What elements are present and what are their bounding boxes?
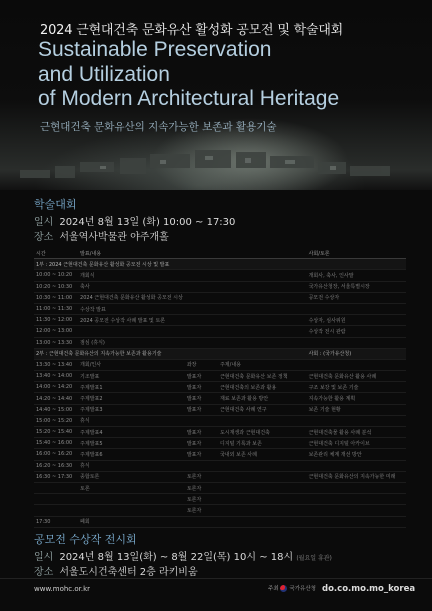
schedule-cell	[307, 482, 406, 493]
conference-date	[34, 213, 235, 228]
schedule-cell	[185, 281, 218, 292]
city-aerial-image	[0, 140, 432, 190]
schedule-cell	[78, 326, 185, 337]
schedule-cell: 14:20 ~ 14:40	[34, 393, 78, 404]
table-row	[34, 292, 406, 303]
schedule-cell: 수상자, 심사위원	[307, 315, 406, 326]
website-link[interactable]: www.mohc.or.kr	[34, 585, 91, 593]
schedule-cell	[307, 516, 406, 527]
schedule-cell: 도시재생과 근현대건축	[218, 427, 307, 438]
schedule-cell: 주제발표1	[78, 382, 185, 393]
schedule-header-cell: 사회/토론	[307, 248, 406, 259]
schedule-section-row	[34, 259, 406, 270]
schedule-cell: 15:20 ~ 15:40	[34, 427, 78, 438]
table-row	[34, 516, 406, 527]
date-value: 2024년 8월 13일(화) ~ 8월 22일(목) 10시 ~ 18시	[59, 552, 294, 563]
title-korean: 2024 근현대건축 문화유산 활성화 공모전 및 학술대회	[40, 23, 344, 38]
schedule-cell: 토론자	[185, 471, 218, 482]
schedule-cell	[218, 471, 307, 482]
schedule-cell: 2024 공모전 수상작 사례 발표 및 토론	[78, 315, 185, 326]
schedule-cell: 11:30 ~ 12:00	[34, 315, 78, 326]
schedule-cell: 토론자	[185, 482, 218, 493]
schedule-cell: 10:20 ~ 10:30	[34, 281, 78, 292]
schedule-cell: 기조발표	[78, 371, 185, 382]
exhibition-date	[34, 548, 332, 563]
schedule-cell: 16:30 ~ 17:30	[34, 471, 78, 482]
table-row	[34, 281, 406, 292]
schedule-table	[34, 248, 406, 528]
table-row	[34, 505, 406, 516]
date-value: 2024년 8월 13일 (화) 10:00 ~ 17:30	[59, 217, 236, 228]
schedule-cell: 근현대건축 문화유산 보존 정책	[218, 371, 307, 382]
title-english-line-3: of Modern Architectural Heritage	[38, 87, 340, 110]
hero-banner	[0, 0, 432, 190]
schedule-cell: 발표자	[185, 404, 218, 415]
schedule-cell: 주제발표4	[78, 427, 185, 438]
schedule-cell	[185, 303, 218, 314]
schedule-cell: 근현대건축 사례 연구	[218, 404, 307, 415]
table-row	[34, 382, 406, 393]
exhibition-place	[34, 563, 198, 578]
date-label: 일시	[34, 552, 54, 563]
organizer-name: 국가유산청	[289, 586, 316, 592]
schedule-cell	[185, 292, 218, 303]
schedule-cell	[34, 494, 78, 505]
schedule-cell	[185, 415, 218, 426]
schedule-cell	[218, 494, 307, 505]
schedule-cell: 16:00 ~ 16:20	[34, 449, 78, 460]
date-label: 일시	[34, 217, 54, 228]
table-row	[34, 427, 406, 438]
table-row	[34, 371, 406, 382]
schedule-cell	[218, 303, 307, 314]
table-row	[34, 494, 406, 505]
schedule-cell	[78, 505, 185, 516]
schedule-header-cell: 발표/내용	[78, 248, 185, 259]
schedule-cell	[307, 337, 406, 348]
schedule-cell: 발표자	[185, 382, 218, 393]
table-row	[34, 482, 406, 493]
schedule-cell: 보존 기술 현황	[307, 404, 406, 415]
schedule-cell: 지속가능한 활용 계획	[307, 393, 406, 404]
schedule-cell	[185, 460, 218, 471]
date-note: (월요일 휴관)	[296, 555, 332, 562]
schedule-cell: 11:00 ~ 11:30	[34, 303, 78, 314]
schedule-cell: 주제발표2	[78, 393, 185, 404]
organizer-logos	[268, 584, 316, 592]
table-row	[34, 315, 406, 326]
schedule-cell: 보존관리 체계 개선 방안	[307, 449, 406, 460]
schedule-cell	[218, 281, 307, 292]
table-row	[34, 393, 406, 404]
schedule-cell	[218, 415, 307, 426]
schedule-cell: 구조 보강 및 보존 기술	[307, 382, 406, 393]
schedule-cell: 주제발표5	[78, 438, 185, 449]
schedule-header-cell	[185, 248, 218, 259]
schedule-cell	[307, 359, 406, 370]
schedule-cell	[185, 337, 218, 348]
schedule-cell: 국내외 보존 사례	[218, 449, 307, 460]
schedule-cell: 발표자	[185, 393, 218, 404]
schedule-cell: 14:40 ~ 15:00	[34, 404, 78, 415]
schedule-cell: 12:00 ~ 13:00	[34, 326, 78, 337]
government-emblem-icon	[280, 585, 287, 592]
schedule-cell: 수상작 발표	[78, 303, 185, 314]
schedule-cell	[307, 303, 406, 314]
schedule-cell: 축사	[78, 281, 185, 292]
schedule-cell: 16:20 ~ 16:30	[34, 460, 78, 471]
schedule-cell	[307, 415, 406, 426]
schedule-cell: 휴식	[78, 460, 185, 471]
schedule-cell: 개회식	[78, 270, 185, 281]
schedule-section-note: 사회 : (국가유산청)	[307, 348, 406, 359]
place-value: 서울도시건축센터 2층 라키비움	[59, 567, 198, 578]
schedule-cell: 근현대건축의 보존과 활용	[218, 382, 307, 393]
schedule-header-row	[34, 248, 406, 259]
schedule-cell	[185, 270, 218, 281]
schedule-cell	[34, 482, 78, 493]
schedule-section-note	[307, 259, 406, 270]
schedule-header-cell	[218, 248, 307, 259]
place-label: 장소	[34, 232, 54, 243]
schedule-cell: 개회사, 축사, 인사말	[307, 270, 406, 281]
schedule-header-cell: 시간	[34, 248, 78, 259]
table-row	[34, 404, 406, 415]
schedule-cell	[218, 505, 307, 516]
conference-place	[34, 228, 169, 243]
footer-divider	[0, 578, 432, 579]
schedule-section-row	[34, 348, 406, 359]
schedule-cell	[218, 315, 307, 326]
schedule-cell	[307, 505, 406, 516]
schedule-cell: 근현대건축물 활용 사례 분석	[307, 427, 406, 438]
schedule-cell	[218, 270, 307, 281]
schedule-cell: 10:30 ~ 11:00	[34, 292, 78, 303]
schedule-cell: 주제/내용	[218, 359, 307, 370]
schedule-cell	[185, 315, 218, 326]
schedule-cell	[185, 326, 218, 337]
schedule-cell: 10:00 ~ 10:20	[34, 270, 78, 281]
schedule-cell: 점심 (휴식)	[78, 337, 185, 348]
docomomo-korea-logo: do.co.mo.mo_korea	[322, 584, 416, 594]
schedule-cell: 토론	[78, 482, 185, 493]
table-row	[34, 270, 406, 281]
schedule-cell: 13:30 ~ 13:40	[34, 359, 78, 370]
table-row	[34, 438, 406, 449]
place-label: 장소	[34, 567, 54, 578]
schedule-section-title: 2부 : 근현대건축 문화유산의 지속가능한 보존과 활용기술	[34, 348, 307, 359]
schedule-cell: 17:30	[34, 516, 78, 527]
subtitle-korean: 근현대건축 문화유산의 지속가능한 보존과 활용기술	[40, 121, 277, 133]
schedule-cell	[34, 505, 78, 516]
schedule-cell	[78, 494, 185, 505]
place-value: 서울역사박물관 야주개홀	[59, 232, 169, 243]
schedule-cell	[218, 337, 307, 348]
schedule-cell: 근현대건축 디지털 아카이브	[307, 438, 406, 449]
schedule-body	[34, 259, 406, 528]
schedule-cell: 휴식	[78, 415, 185, 426]
schedule-cell: 토론자	[185, 494, 218, 505]
schedule-cell	[307, 494, 406, 505]
schedule-cell: 좌장	[185, 359, 218, 370]
schedule-cell: 공모전 수상자	[307, 292, 406, 303]
schedule-cell: 14:00 ~ 14:20	[34, 382, 78, 393]
table-row	[34, 337, 406, 348]
schedule-cell	[307, 460, 406, 471]
table-row	[34, 326, 406, 337]
schedule-cell: 디지털 기록과 보존	[218, 438, 307, 449]
schedule-cell: 폐회	[78, 516, 185, 527]
schedule-cell: 토론자	[185, 505, 218, 516]
schedule-cell: 수상작 전시 관람	[307, 326, 406, 337]
schedule-cell: 13:40 ~ 14:00	[34, 371, 78, 382]
exhibition-heading: 공모전 수상작 전시회	[34, 533, 137, 546]
schedule-cell: 2024 근현대건축 문화유산 활성화 공모전 시상	[78, 292, 185, 303]
schedule-cell: 발표자	[185, 371, 218, 382]
title-english-line-2: and Utilization	[38, 63, 170, 86]
schedule-cell	[218, 460, 307, 471]
schedule-section-title: 1부 : 2024 근현대건축 문화유산 활성화 공모전 시상 및 발표	[34, 259, 307, 270]
table-row	[34, 460, 406, 471]
schedule-cell	[218, 516, 307, 527]
schedule-cell: 15:00 ~ 15:20	[34, 415, 78, 426]
schedule-cell: 주제발표6	[78, 449, 185, 460]
conference-heading: 학술대회	[34, 198, 77, 211]
schedule-cell	[218, 326, 307, 337]
title-english-line-1: Sustainable Preservation	[38, 38, 272, 61]
schedule-cell: 13:00 ~ 13:30	[34, 337, 78, 348]
schedule-cell	[218, 292, 307, 303]
organizer-label: 주최	[268, 586, 279, 592]
schedule-cell: 재료 보존과 활용 방안	[218, 393, 307, 404]
schedule-cell: 근현대건축 문화유산의 지속가능한 미래	[307, 471, 406, 482]
schedule-cell: 발표자	[185, 449, 218, 460]
schedule-cell: 개회/인사	[78, 359, 185, 370]
table-row	[34, 449, 406, 460]
schedule-cell: 종합토론	[78, 471, 185, 482]
schedule-cell: 발표자	[185, 438, 218, 449]
schedule-cell: 15:40 ~ 16:00	[34, 438, 78, 449]
table-row	[34, 471, 406, 482]
table-row	[34, 303, 406, 314]
schedule-cell: 주제발표3	[78, 404, 185, 415]
table-row	[34, 359, 406, 370]
schedule-cell: 국가유산청장, 서울특별시장	[307, 281, 406, 292]
schedule-cell: 발표자	[185, 427, 218, 438]
schedule-cell	[185, 516, 218, 527]
schedule-cell: 근현대건축 문화유산 활용 사례	[307, 371, 406, 382]
table-row	[34, 415, 406, 426]
schedule-cell	[218, 482, 307, 493]
